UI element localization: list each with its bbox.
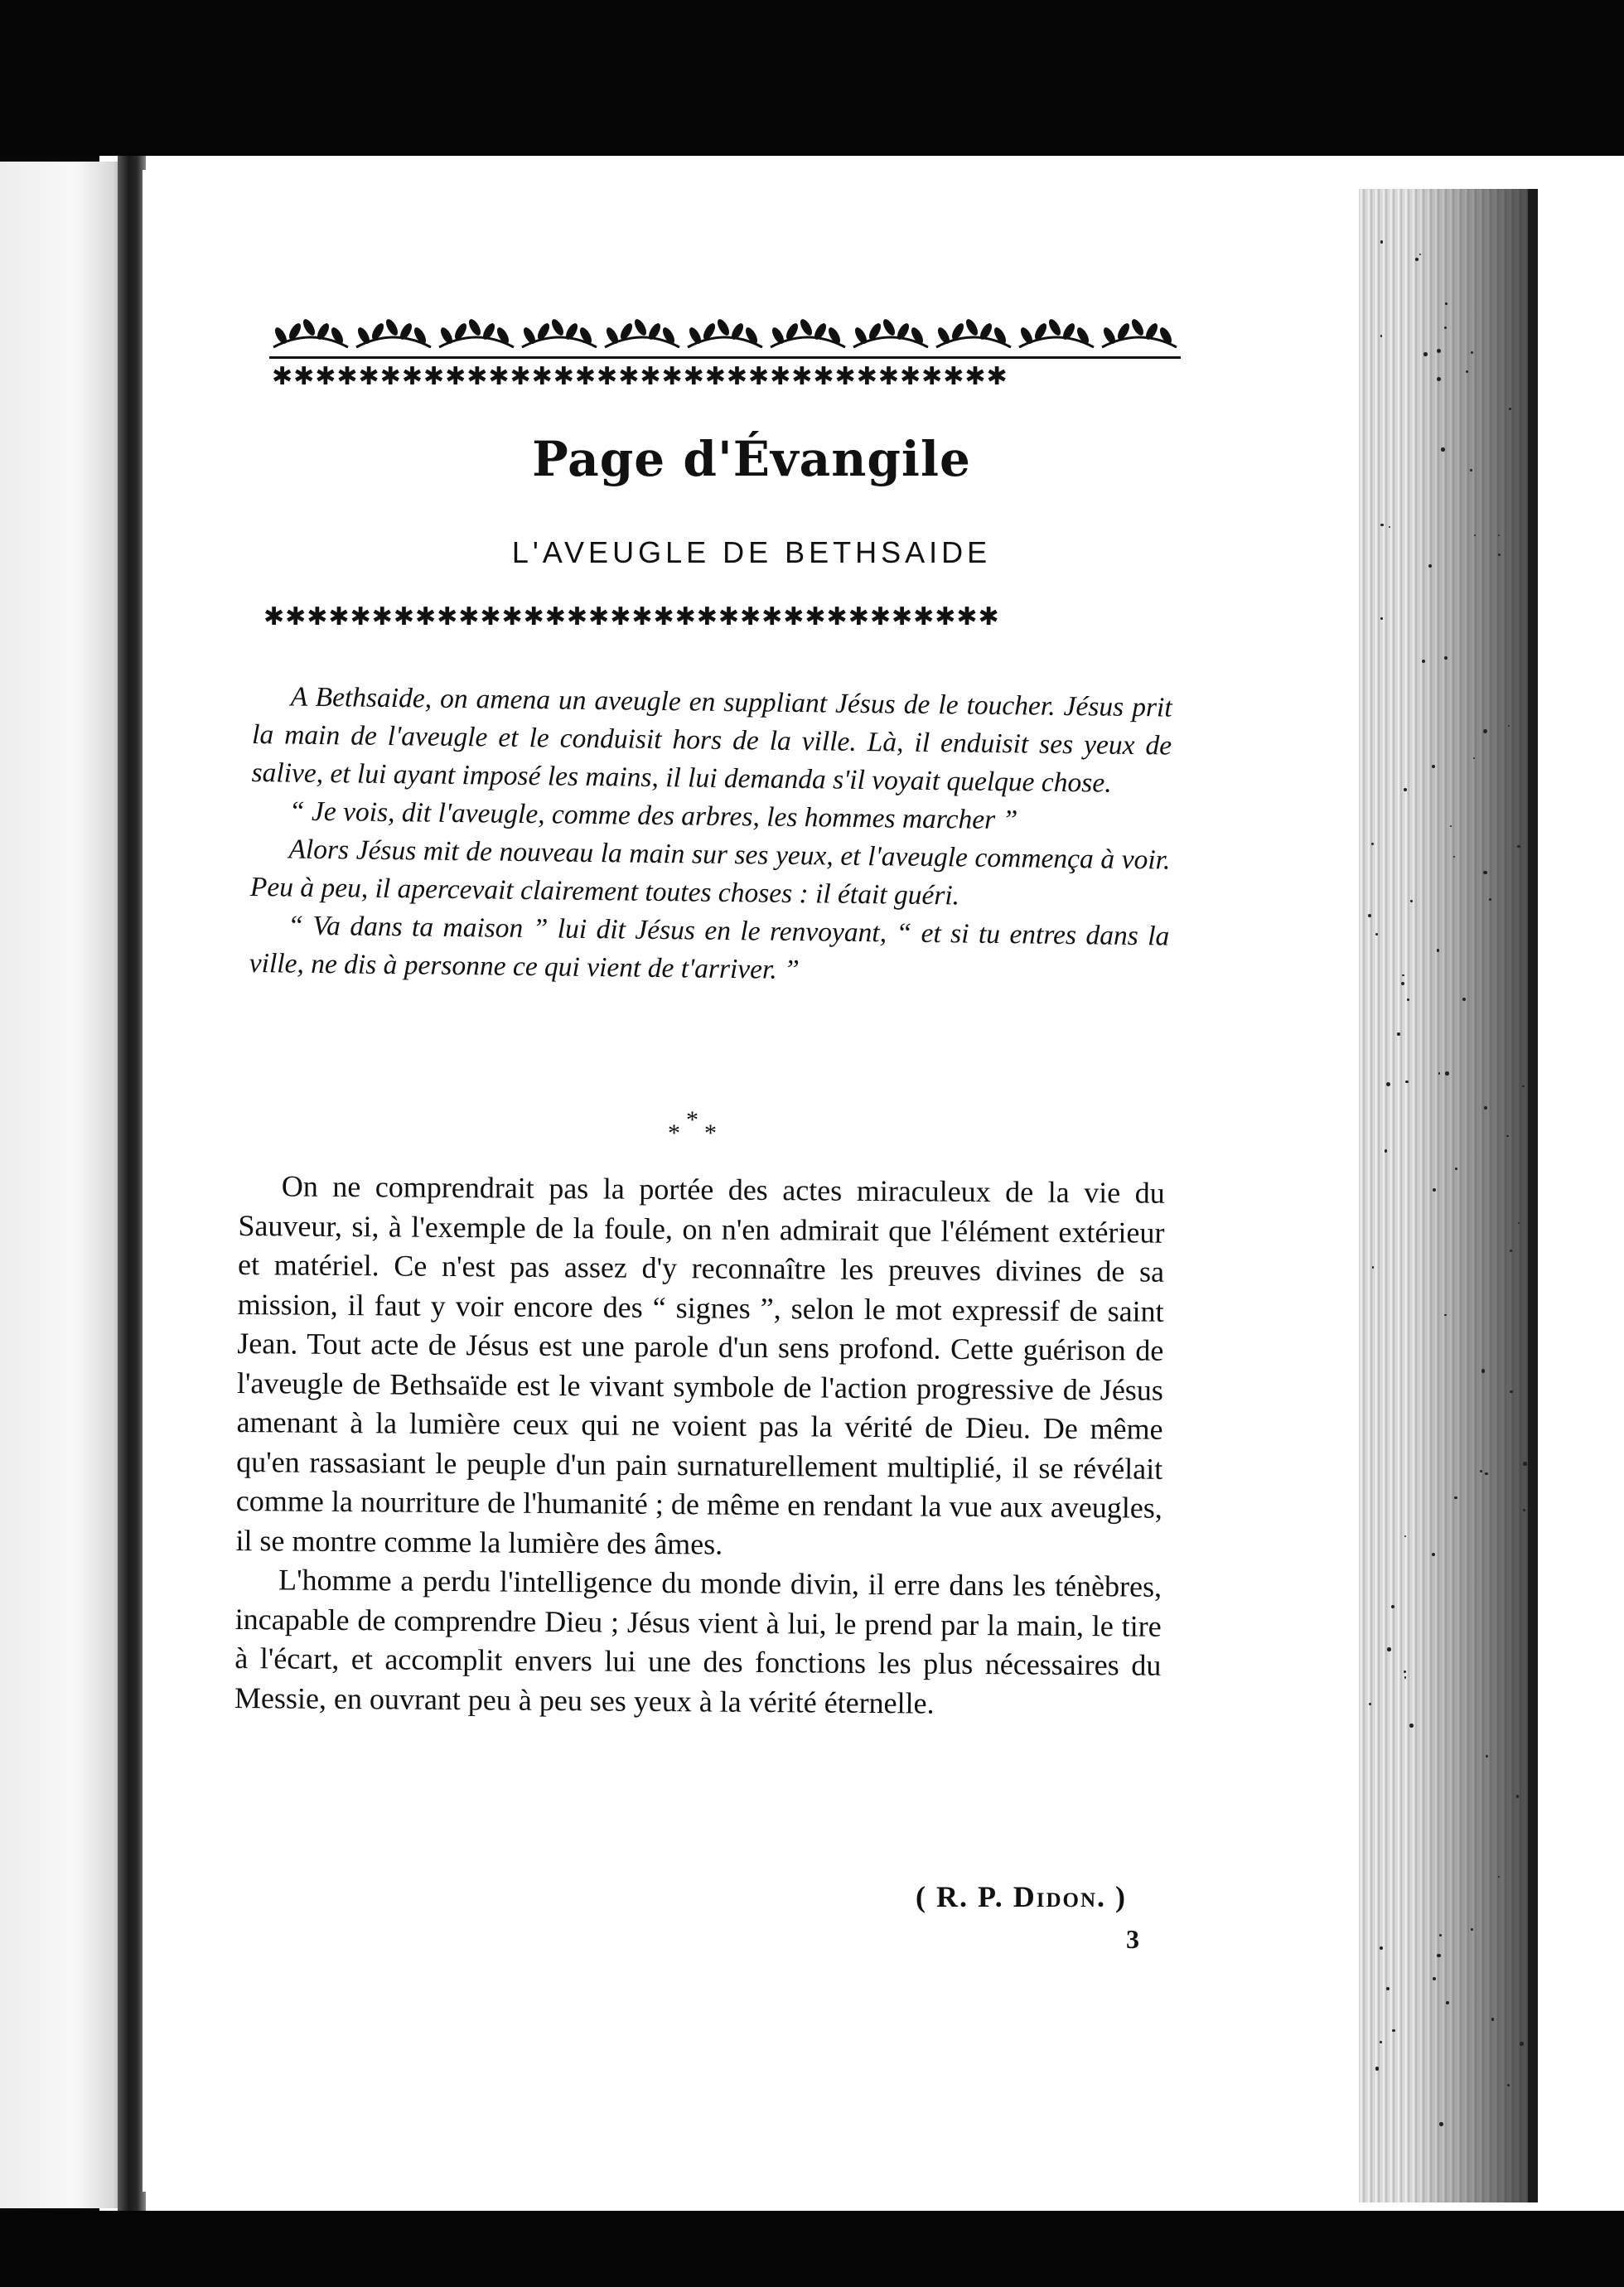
page-edge-speck xyxy=(1380,1946,1383,1950)
page-title: Page d'Évangile xyxy=(532,431,971,487)
page-edge-speck xyxy=(1498,554,1501,556)
attribution-close: . ) xyxy=(1097,1880,1127,1913)
asterism-star: * xyxy=(668,1119,680,1147)
asterism-separator xyxy=(663,1106,737,1156)
page-subtitle: L'AVEUGLE DE BETHSAIDE xyxy=(511,535,992,569)
page-edge-speck xyxy=(1397,1032,1400,1036)
page-edge-speck xyxy=(1455,1168,1457,1170)
gospel-paragraph: A Bethsaide, on amena un aveugle en suppliant Jésus de le toucher. Jésus prit la main de l'aveugle et le conduisit hors de la ville. Là, il enduisit ses yeux de salive, et lui ayant imposé les mains, il lui demanda s'il voyait quelque chose. xyxy=(251,681,1172,799)
page-edge-speck xyxy=(1507,2084,1510,2086)
page-edge-speck xyxy=(1437,949,1440,952)
page-edge-speck xyxy=(1444,326,1447,329)
page-edge-speck xyxy=(1404,1671,1406,1673)
page-edge-speck xyxy=(1489,898,1491,901)
page-edge-speck xyxy=(1371,843,1374,845)
page-edge-speck xyxy=(1445,302,1448,305)
commentary-text xyxy=(234,1167,1165,1725)
scan-border-top xyxy=(0,0,1624,156)
page-edges-shadow xyxy=(1409,189,1533,2202)
star-border-top: ✱✱✱✱✱✱✱✱✱✱✱✱✱✱✱✱✱✱✱✱✱✱✱✱✱✱✱✱✱✱✱✱✱✱ xyxy=(272,363,1008,391)
commentary-paragraph: L'homme a perdu l'intelligence du monde divin, il erre dans les ténèbres, incapable de comprendre Dieu ; Jésus vient à lui, le prend par la main, le tire à l'écart, et accomplit envers lui une des fonctions les plus nécessaires du Messie, en ouvrant peu à peu ses yeux à la vérité éternelle. xyxy=(234,1563,1162,1720)
page-edge-speck xyxy=(1386,1082,1390,1086)
page-edge-speck xyxy=(1520,2042,1524,2046)
page-edge-speck xyxy=(1441,447,1444,451)
page-edge-speck xyxy=(1409,1724,1414,1728)
page-edge-speck xyxy=(1433,1977,1436,1980)
page-edge-speck xyxy=(1387,1647,1391,1651)
gospel-paragraph: “ Va dans ta maison ” lui dit Jésus en le renvoyant, “ et si tu entres dans la ville, ne dis à personne ce qui vient de t'arriver. ” xyxy=(249,910,1170,986)
page-edge-speck xyxy=(1471,1928,1473,1931)
gospel-passage xyxy=(249,678,1172,994)
page-edge-speck xyxy=(1498,534,1500,536)
page-edge-speck xyxy=(1517,845,1520,848)
page-edge-speck xyxy=(1439,2122,1443,2126)
page-edge-speck xyxy=(1380,617,1382,619)
page-edge-speck xyxy=(1375,2067,1380,2071)
page-edge-speck xyxy=(1454,1496,1457,1499)
page-edge-speck xyxy=(1380,2041,1382,2043)
page-edges-outline xyxy=(1528,189,1538,2202)
page-edge-speck xyxy=(1401,982,1404,985)
scan-border-bottom xyxy=(0,2211,1624,2287)
facing-page-edge xyxy=(0,162,126,2208)
page-edge-speck xyxy=(1480,1470,1482,1472)
gospel-paragraph: Alors Jésus mit de nouveau la main sur ses yeux, et l'aveugle commença à voir. Peu à peu, il apercevait clairement toutes choses : il était guéri. xyxy=(249,834,1171,911)
page-edge-speck xyxy=(1437,1954,1440,1957)
page-edge-speck xyxy=(1389,526,1390,528)
page-edge-speck xyxy=(1523,1509,1525,1511)
commentary-paragraph: On ne comprendrait pas la portée des actes miraculeux de la vie du Sauveur, si, à l'exemple de la foule, on n'en admirait que l'élément extérieur et matériel. Ce n'est pas assez d'y reconnaître les preuves divines de sa mission, il faut y voir encore des “ signes ”, selon le mot expressif de saint Jean. Tout acte de Jésus est une parole d'un sens profond. Cette guérison de l'aveugle de Bethsaïde est le vivant symbole de l'action progressive de Jésus amenant à la lumière ceux qui ne voient pas la vérité de Dieu. De même qu'en rassasiant le peuple d'un pain surnaturellement multiplié, il se révélait comme la nourriture de l'humanité ; de même en rendant la vue aux aveugles, il se montre comme la lumière des âmes. xyxy=(235,1169,1165,1561)
page-edge-speck xyxy=(1380,524,1383,526)
page-edge-speck xyxy=(1415,258,1419,261)
page-number: 3 xyxy=(1126,1924,1139,1954)
page-edge-speck xyxy=(1444,1314,1446,1316)
attribution xyxy=(845,1879,1127,1914)
page-edge-speck xyxy=(1445,1071,1449,1076)
page-edge-speck xyxy=(1510,1390,1512,1393)
page-edge-speck xyxy=(1385,1149,1387,1152)
attribution-open: ( R. P. xyxy=(916,1880,1013,1913)
book-gutter xyxy=(118,156,146,2211)
page-edge-speck xyxy=(1470,469,1472,471)
asterism-star: * xyxy=(704,1119,717,1147)
page-edge-speck xyxy=(1483,729,1487,733)
gospel-paragraph: “ Je vois, dit l'aveugle, comme des arbres, les hommes marcher ” xyxy=(288,795,1018,836)
page-edge-speck xyxy=(1404,788,1407,791)
page-edge-speck xyxy=(1437,349,1441,353)
star-border-middle: ✱✱✱✱✱✱✱✱✱✱✱✱✱✱✱✱✱✱✱✱✱✱✱✱✱✱✱✱✱✱✱✱✱✱ xyxy=(263,603,1000,631)
page-edge-speck xyxy=(1405,1081,1409,1084)
page-edge-speck xyxy=(1437,377,1441,381)
page-edge-speck xyxy=(1485,1472,1488,1476)
page-edge-speck xyxy=(1423,352,1428,356)
page-edge-speck xyxy=(1516,1795,1519,1797)
page-edge-speck xyxy=(1523,1462,1526,1465)
attribution-author: Didon xyxy=(1013,1880,1097,1913)
laurel-vine-border-icon xyxy=(269,311,1181,357)
asterism-star: * xyxy=(686,1106,698,1134)
page-edge-speck xyxy=(1484,1106,1487,1110)
page-edge-speck xyxy=(1402,974,1404,976)
ornament-rule xyxy=(269,356,1181,359)
page-edge-speck xyxy=(1386,1987,1390,1990)
page-edge-speck xyxy=(1380,240,1384,244)
page-edge-speck xyxy=(1380,335,1383,337)
